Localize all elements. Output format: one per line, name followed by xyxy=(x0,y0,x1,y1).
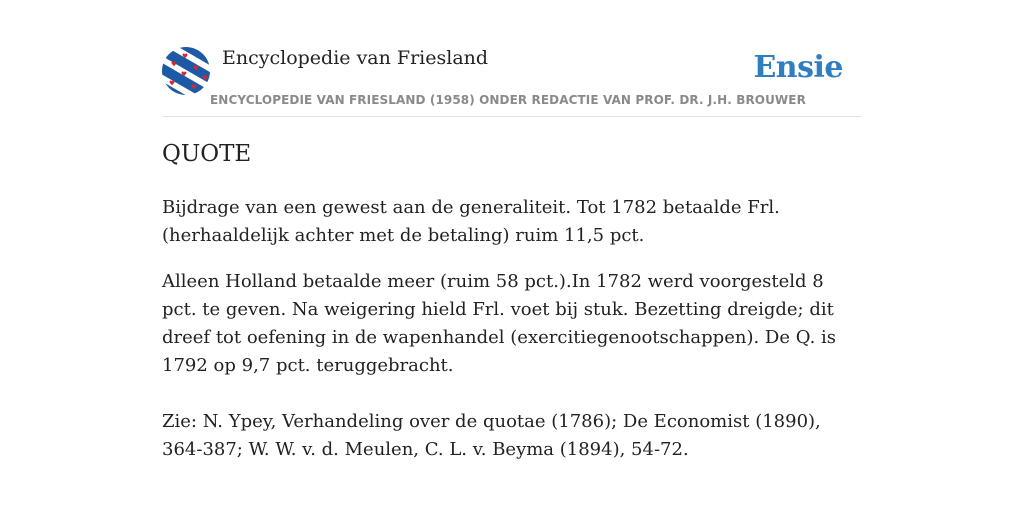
site-subtitle: ENCYCLOPEDIE VAN FRIESLAND (1958) ONDER REDACTIE VAN PROF. DR. J.H. BROUWER xyxy=(210,93,806,107)
entry-paragraph-1: Bijdrage van een gewest aan de generaliteit. Tot 1782 betaalde Frl. (herhaaldelijk achter met de betaling) ruim 11,5 pct. xyxy=(162,197,780,246)
frisian-flag-icon[interactable] xyxy=(162,47,210,95)
entry-content xyxy=(162,140,862,464)
entry-title: QUOTE xyxy=(162,141,252,167)
site-header xyxy=(162,44,862,117)
ensie-logo-text[interactable]: Ensie xyxy=(753,50,843,85)
entry-paragraph-2: Alleen Holland betaalde meer (ruim 58 pct.).In 1782 werd voorgesteld 8 pct. te geven. Na weigering hield Frl. voet bij stuk. Bezetting dreigde; dit dreef tot oefening in de wapenhandel (exercitiegenootschappen). De Q. is 1792 op 9,7 pct. teruggebracht. xyxy=(162,271,837,376)
site-title[interactable]: Encyclopedie van Friesland xyxy=(222,47,489,69)
entry-references: Zie: N. Ypey, Verhandeling over de quotae (1786); De Economist (1890), 364-387; W. W. v. d. Meulen, C. L. v. Beyma (1894), 54-72. xyxy=(162,411,821,460)
